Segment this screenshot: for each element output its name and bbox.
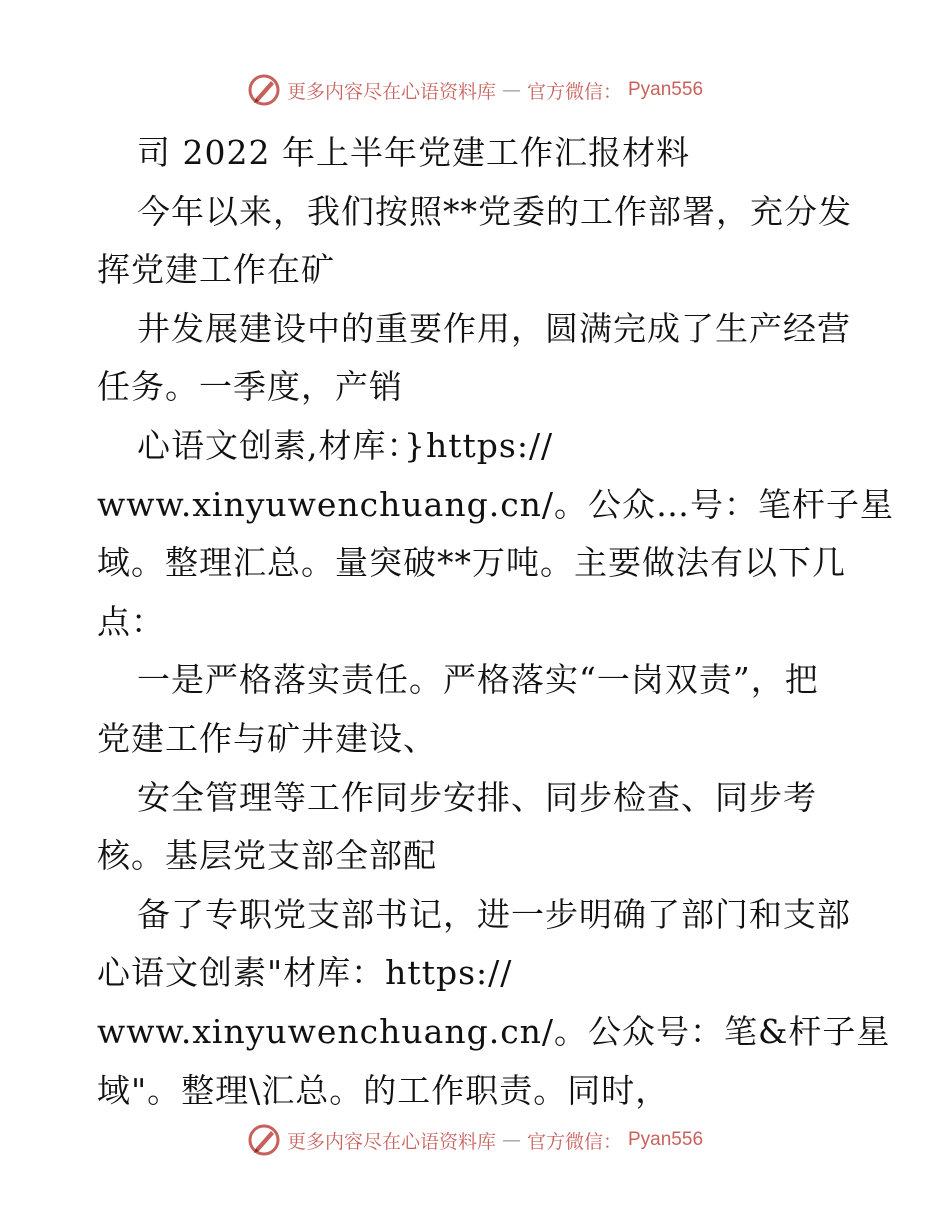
watermark-banner-top [0, 70, 950, 110]
doc-line: 今年以来，我们按照**党委的工作部署，充分发 [137, 191, 852, 231]
watermark-banner-bottom [0, 1120, 950, 1160]
watermark-official: 官方微信： [526, 1130, 622, 1153]
doc-line: 域"。整理\汇总。的工作职责。同时， [97, 1070, 670, 1110]
watermark-wechat-id: Pyan556 [628, 1129, 704, 1150]
doc-line: www.xinyuwenchuang.cn/。公众号：笔&杆子星 [97, 1011, 891, 1051]
watermark-official: 官方微信： [526, 80, 622, 103]
doc-line: 一是严格落实责任。严格落实“一岗双责”，把 [137, 660, 819, 700]
doc-line: 心语文创素,材库：}https:// [137, 425, 554, 465]
doc-line: 域。整理汇总。量突破**万吨。主要做法有以下几 [97, 543, 846, 583]
watermark-separator: — [501, 1129, 521, 1151]
doc-line: 心语文创素"材库：https:// [97, 953, 513, 993]
doc-line: 点： [97, 601, 165, 641]
doc-line: 备了专职党支部书记，进一步明确了部门和支部 [137, 894, 851, 934]
doc-line: 党建工作与矿井建设、 [97, 718, 437, 758]
doc-title-line: 司 2022 年上半年党建工作汇报材料 [137, 133, 690, 172]
doc-line: 安全管理等工作同步安排、同步检查、同步考 [137, 777, 817, 817]
doc-line: 挥党建工作在矿 [97, 250, 335, 290]
doc-line: 核。基层党支部全部配 [97, 836, 437, 876]
doc-line: 井发展建设中的重要作用，圆满完成了生产经营 [137, 308, 851, 348]
watermark-wechat-id: Pyan556 [628, 79, 704, 100]
pen-logo-icon [247, 1123, 281, 1157]
watermark-separator: — [501, 79, 521, 101]
pen-logo-icon [247, 73, 281, 107]
watermark-text: 更多内容尽在心语资料库 [286, 1130, 496, 1153]
document-body [97, 124, 895, 1120]
watermark-text: 更多内容尽在心语资料库 [286, 80, 496, 103]
doc-line: 任务。一季度，产销 [97, 367, 403, 407]
doc-line: www.xinyuwenchuang.cn/。公众…号：笔杆子星 [97, 484, 895, 524]
